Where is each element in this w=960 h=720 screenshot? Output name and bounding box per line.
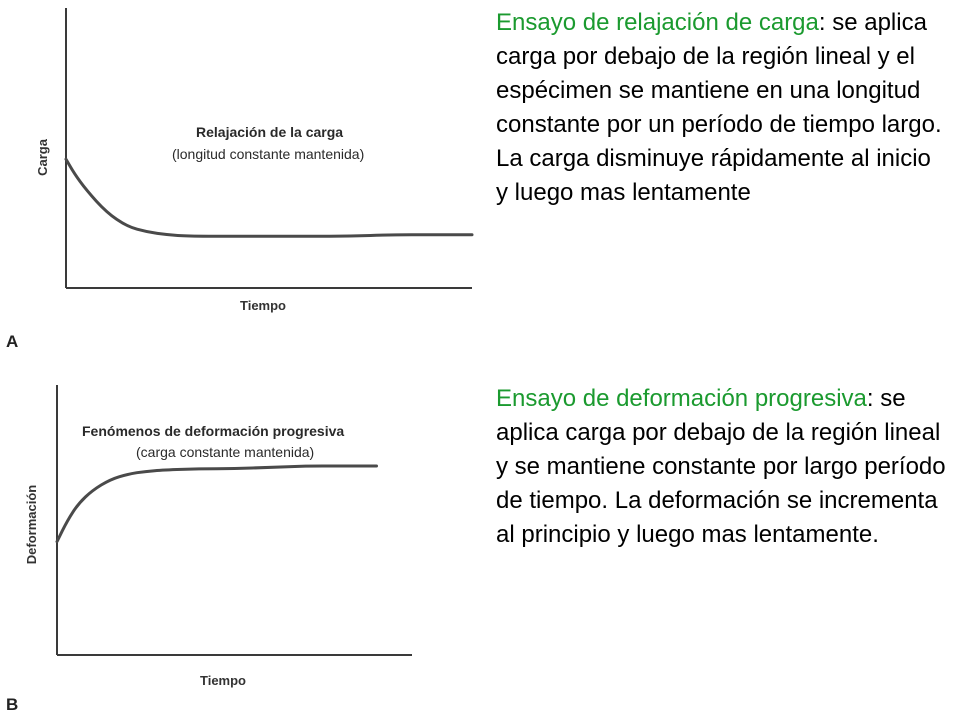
panel-letter: A (6, 332, 19, 351)
chart-panel-a (0, 0, 480, 360)
series-line (66, 159, 472, 236)
chart-title: Fenómenos de deformación progresiva (82, 423, 345, 439)
description-text: : se aplica carga por debajo de la región lineal y el espécimen se mantiene en una longitud constante por un período de tiempo largo. La carga disminuye rápidamente al inicio y luego mas lentamente (496, 9, 942, 206)
y-axis-label: Deformación (24, 484, 40, 565)
highlight-term: Ensayo de deformación progresiva (496, 385, 867, 412)
description-text: : se aplica carga por debajo de la región lineal y se mantiene constante por largo período de tiempo. La deformación se incrementa al principio y luego mas lentamente. (496, 385, 946, 548)
series-line (57, 466, 377, 542)
chart-subtitle: (longitud constante mantenida) (172, 146, 365, 162)
y-axis-label: Carga (34, 139, 50, 176)
x-axis-label: Tiempo (200, 673, 246, 688)
panel-letter: B (6, 695, 19, 714)
highlight-term: Ensayo de relajación de carga (496, 9, 819, 36)
chart-title: Relajación de la carga (196, 124, 344, 140)
description-load-relaxation (496, 6, 946, 210)
chart-panel-b (0, 375, 480, 720)
description-creep (496, 382, 946, 552)
x-axis-label: Tiempo (240, 298, 286, 313)
chart-subtitle: (carga constante mantenida) (136, 444, 315, 460)
